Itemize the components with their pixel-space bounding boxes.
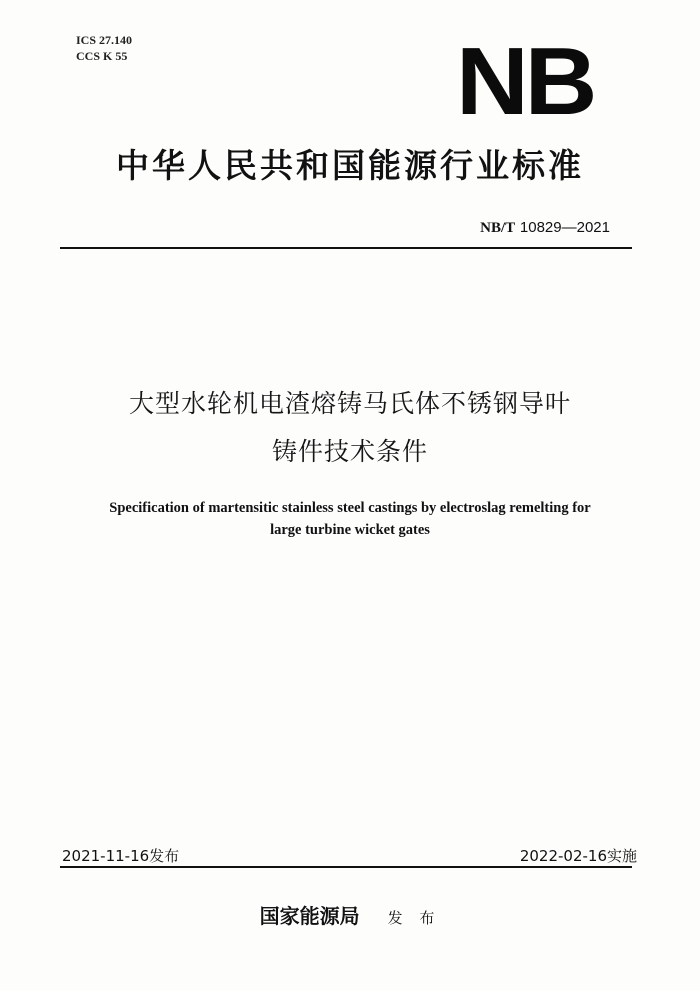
issue-date: 2021-11-16发布 (62, 847, 180, 865)
top-divider (60, 247, 632, 249)
title-cn-line2: 铸件技术条件 (271, 437, 428, 466)
issuer (0, 900, 700, 929)
ics-code: ICS 27.140 (76, 33, 133, 47)
standard-code: 10829—2021 (519, 219, 610, 236)
effective-date: 2022-02-16实施 (519, 847, 637, 865)
title-cn-line1: 大型水轮机电渣熔铸马氏体不锈钢导叶 (128, 389, 571, 418)
issuer-verb: 发 布 (387, 909, 441, 927)
org-title: 中华人民共和国能源行业标准 (116, 146, 584, 185)
title-en-line2: large turbine wicket gates (270, 522, 430, 538)
nb-logo: NB (456, 28, 594, 135)
bottom-divider (60, 866, 632, 868)
ccs-code: CCS K 55 (76, 49, 128, 63)
issuer-name: 国家能源局 (259, 904, 360, 928)
standard-number (480, 218, 610, 237)
standard-prefix: NB/T (480, 220, 516, 236)
classification-codes (76, 32, 132, 64)
title-en-line1: Specification of martensitic stainless steel castings by electroslag remelting for (109, 500, 591, 516)
